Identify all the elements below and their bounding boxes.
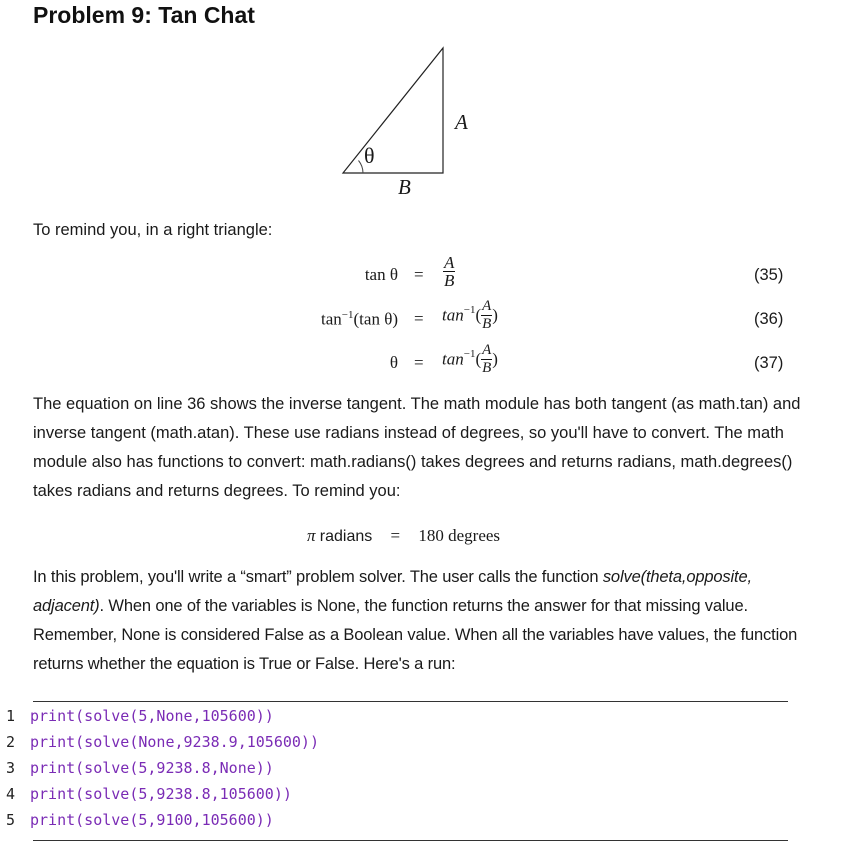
problem-paragraph <box>33 563 823 679</box>
eq36-number: (36) <box>754 310 784 328</box>
page-title: Problem 9: Tan Chat <box>33 2 255 28</box>
line-number: 2 <box>6 733 16 751</box>
para2-before: In this problem, you'll write a “smart” problem solver. The user calls the function <box>33 568 603 586</box>
code-bottom-rule <box>33 840 788 841</box>
triangle-shape <box>343 48 443 173</box>
side-a-label: A <box>455 110 468 134</box>
conversion-equals: = <box>390 526 401 545</box>
eq35-fraction <box>443 254 455 289</box>
frac-denominator: B <box>444 271 455 290</box>
code-line <box>0 733 319 759</box>
radians-word: radians <box>319 528 373 545</box>
eq36-lhs-sup: −1 <box>341 309 354 321</box>
conversion-equation <box>307 526 500 546</box>
eq37-rhs-close: ) <box>492 349 498 369</box>
eq35-equals: = <box>414 265 424 284</box>
eq36-fraction <box>481 298 492 333</box>
eq37-equals: = <box>414 353 424 372</box>
eq37-rhs-sup: −1 <box>463 347 476 360</box>
eq37-rhs-open: ( <box>475 349 482 369</box>
explanation-paragraph: The equation on line 36 shows the inverse tangent. The math module has both tangent (as math.tan) and inverse tangent (math.atan). These use radians instead of degrees, so you'll have to convert. The math module also has functions to convert: math.radians() takes degrees and returns radians, math.degrees() takes radians and returns degrees. To remind you: <box>33 395 801 500</box>
code-text: print(solve(5,9100,105600)) <box>30 811 274 829</box>
eq37-number: (37) <box>754 354 784 372</box>
intro-text: To remind you, in a right triangle: <box>33 221 273 239</box>
eq36-lhs-tan: tan <box>321 309 342 329</box>
eq35-rhs <box>443 254 455 289</box>
eq36-rhs-open: ( <box>475 305 482 325</box>
code-line <box>0 811 274 837</box>
eq36-lhs <box>321 309 398 330</box>
line-number: 1 <box>6 707 16 725</box>
eq36-lhs-arg: (tan θ) <box>353 309 398 329</box>
line-number: 3 <box>6 759 16 777</box>
frac-numerator: A <box>482 342 492 358</box>
code-line <box>0 785 292 811</box>
frac-denominator: B <box>482 316 492 332</box>
frac-numerator: A <box>444 253 455 272</box>
frac-denominator: B <box>482 360 492 376</box>
para2-after: . When one of the variables is None, the function returns the answer for that missing value. Remember, None is considered False as a Boolean value. When all the variables have values, the function returns whether the equation is True or False. Here's a run: <box>33 597 798 673</box>
code-top-rule <box>33 701 788 702</box>
eq35-number: (35) <box>754 266 784 284</box>
eq37-lhs: θ <box>389 353 398 372</box>
eq36-rhs <box>442 298 498 333</box>
eq37-fraction <box>481 342 492 377</box>
eq35-lhs: tan θ <box>364 265 398 284</box>
code-line <box>0 707 274 733</box>
side-b-label: B <box>398 175 411 199</box>
frac-numerator: A <box>482 298 492 314</box>
eq37-rhs <box>442 342 498 377</box>
line-number: 4 <box>6 785 16 803</box>
code-line <box>0 759 274 785</box>
eq37-rhs-tan: tan <box>442 349 464 369</box>
code-text: print(solve(None,9238.9,105600)) <box>30 733 319 751</box>
angle-label: θ <box>364 143 375 168</box>
code-text: print(solve(5,9238.8,None)) <box>30 759 274 777</box>
function-signature: solve(theta,opposite, adjacent) <box>33 568 752 615</box>
eq36-rhs-close: ) <box>492 305 498 325</box>
eq36-rhs-sup: −1 <box>463 303 476 316</box>
eq36-rhs-tan: tan <box>442 305 464 325</box>
code-text: print(solve(5,None,105600)) <box>30 707 274 725</box>
eq36-equals: = <box>414 309 424 328</box>
code-text: print(solve(5,9238.8,105600)) <box>30 785 292 803</box>
angle-arc <box>359 161 364 174</box>
degrees-value: 180 degrees <box>418 526 501 545</box>
pi-symbol: π <box>307 526 316 545</box>
line-number: 5 <box>6 811 16 829</box>
code-listing <box>0 707 760 841</box>
